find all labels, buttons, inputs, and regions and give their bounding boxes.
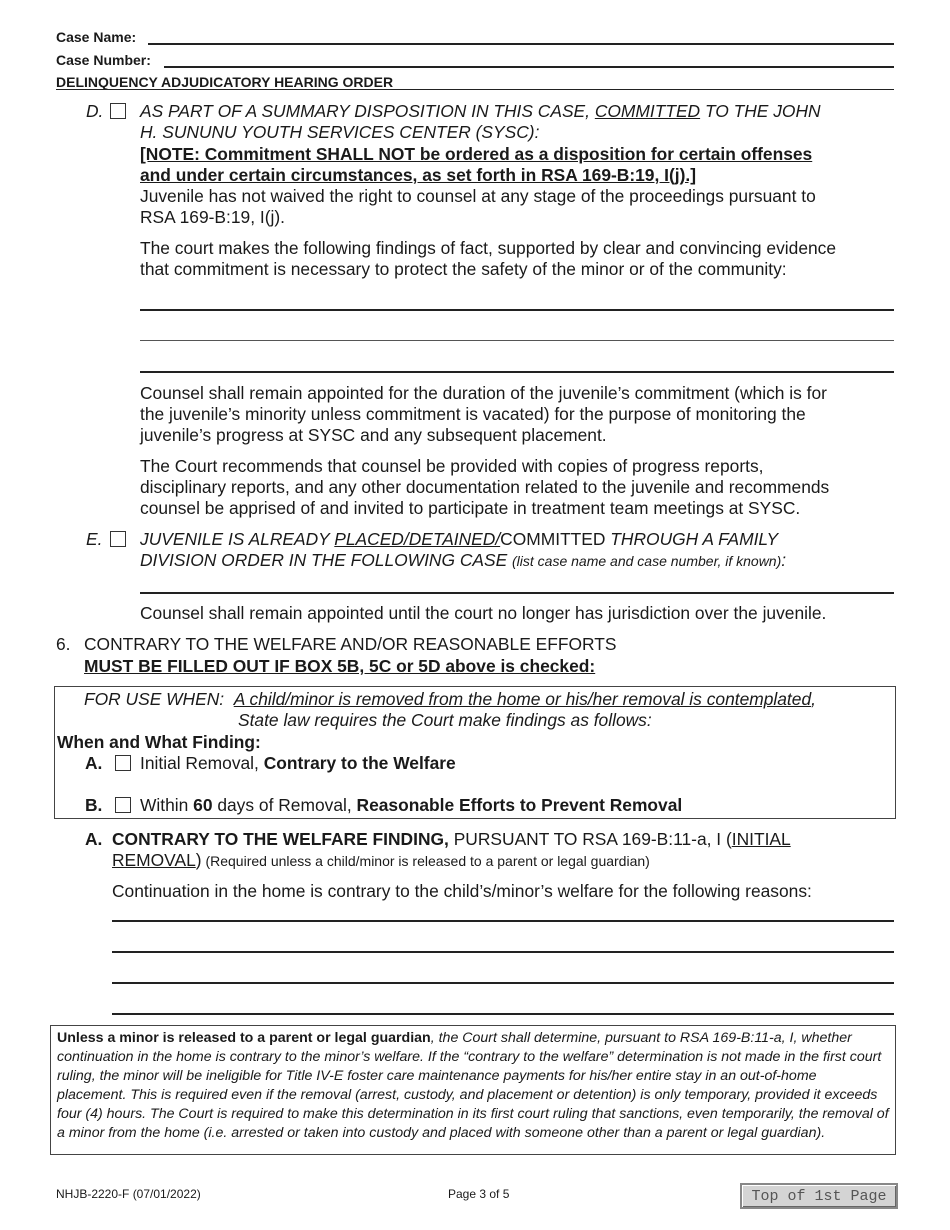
section-e-letter: E. xyxy=(86,529,103,549)
option-b-checkbox[interactable] xyxy=(115,797,131,813)
section-e-line1: JUVENILE IS ALREADY PLACED/DETAINED/COMMITTED THROUGH A FAMILY xyxy=(140,529,779,549)
option-a-letter: A. xyxy=(85,753,103,773)
section-e-checkbox[interactable] xyxy=(110,531,126,547)
case-name-label: Case Name: xyxy=(56,29,137,45)
notice-bold: Unless a minor is released to a parent or legal guardian xyxy=(57,1030,431,1046)
reasons-line-3[interactable] xyxy=(112,982,894,984)
option-b-letter: B. xyxy=(85,795,103,815)
section-6-number: 6. xyxy=(56,634,71,654)
case-number-field[interactable] xyxy=(164,66,894,68)
form-title: DELINQUENCY ADJUDICATORY HEARING ORDER xyxy=(56,74,394,90)
option-b-text: Within 60 days of Removal, Reasonable Efforts to Prevent Removal xyxy=(140,795,683,815)
reasons-line-2[interactable] xyxy=(112,951,894,953)
section-d-recommend-line1: The Court recommends that counsel be provided with copies of progress reports, xyxy=(140,456,764,476)
section-d-findings-line2: that commitment is necessary to protect the safety of the minor or of the community: xyxy=(140,259,787,279)
when-what-label: When and What Finding: xyxy=(57,732,261,752)
finding-a-title: CONTRARY TO THE WELFARE FINDING, PURSUANT TO RSA 169-B:11-a, I (INITIAL xyxy=(112,829,791,849)
findings-line-3[interactable] xyxy=(140,371,894,373)
section-d-checkbox[interactable] xyxy=(110,103,126,119)
section-6-title: CONTRARY TO THE WELFARE AND/OR REASONABLE EFFORTS xyxy=(84,634,617,654)
for-use-line1: FOR USE WHEN: A child/minor is removed from the home or his/her removal is contemplated, xyxy=(84,689,816,709)
section-d-counsel-line1: Counsel shall remain appointed for the duration of the juvenile’s commitment (which is for xyxy=(140,383,827,403)
for-use-line2: State law requires the Court make findings as follows: xyxy=(238,710,652,730)
notice-text: , the Court shall determine, pursuant to RSA 169-B:11-a, I, whether continuation in the home is contrary to the minor’s welfare. If the “contrary to the welfare” determination is not made in the first court ruling, the minor will be ineligible for Title IV-E foster care maintenance payments for his/her entire stay in an out-of-home placement. This is required even if the removal (arrest, custody, and placement or detention) is only temporary, provided it exceeds four (4) hours. The Court is required to make this determination in its first court ruling that sanctions, even temporarily, the removal of a minor from the home (i.e. arrested or taken into custody and placed with someone other than a parent or legal guardian). xyxy=(57,1030,889,1141)
option-a-checkbox[interactable] xyxy=(115,755,131,771)
section-d-recommend-line3: counsel be apprised of and invited to participate in treatment team meetings at SYSC. xyxy=(140,498,801,518)
reasons-line-4[interactable] xyxy=(112,1013,894,1015)
section-e-case-field[interactable] xyxy=(140,592,894,594)
option-a-text: Initial Removal, Contrary to the Welfare xyxy=(140,753,456,773)
section-d-counsel-line2: the juvenile’s minority unless commitment is vacated) for the purpose of monitoring the xyxy=(140,404,806,424)
section-d-waived-line1: Juvenile has not waived the right to counsel at any stage of the proceedings pursuant to xyxy=(140,186,816,206)
section-d-title-line1: AS PART OF A SUMMARY DISPOSITION IN THIS CASE, COMMITTED TO THE JOHN xyxy=(140,101,821,121)
finding-a-letter: A. xyxy=(85,829,103,849)
case-number-label: Case Number: xyxy=(56,52,151,68)
section-e-line2: DIVISION ORDER IN THE FOLLOWING CASE (list case name and case number, if known): xyxy=(140,550,787,570)
form-id: NHJB-2220-F (07/01/2022) xyxy=(56,1187,201,1201)
section-6-subtitle: MUST BE FILLED OUT IF BOX 5B, 5C or 5D above is checked: xyxy=(84,656,596,676)
section-d-note-line1: [NOTE: Commitment SHALL NOT be ordered as a disposition for certain offenses xyxy=(140,144,813,164)
case-name-field[interactable] xyxy=(148,43,894,45)
section-d-recommend-line2: disciplinary reports, and any other documentation related to the juvenile and recommends xyxy=(140,477,830,497)
section-d-counsel-line3: juvenile’s progress at SYSC and any subsequent placement. xyxy=(140,425,607,445)
header-divider xyxy=(56,89,894,90)
reasons-line-1[interactable] xyxy=(112,920,894,922)
section-d-findings-line1: The court makes the following findings of fact, supported by clear and convincing evidence xyxy=(140,238,837,258)
page-number: Page 3 of 5 xyxy=(448,1187,510,1201)
section-e-counsel: Counsel shall remain appointed until the court no longer has jurisdiction over the juvenile. xyxy=(140,603,827,623)
section-d-waived-line2: RSA 169-B:19, I(j). xyxy=(140,207,285,227)
finding-a-subtitle: REMOVAL) (Required unless a child/minor is released to a parent or legal guardian) xyxy=(112,850,650,870)
finding-a-continuation: Continuation in the home is contrary to the child’s/minor’s welfare for the following reasons: xyxy=(112,881,812,901)
section-d-note-line2: and under certain circumstances, as set forth in RSA 169-B:19, I(j).] xyxy=(140,165,697,185)
top-of-first-page-button[interactable]: Top of 1st Page xyxy=(740,1183,898,1209)
findings-line-2[interactable] xyxy=(140,340,894,341)
findings-line-1[interactable] xyxy=(140,309,894,311)
section-d-title-line2: H. SUNUNU YOUTH SERVICES CENTER (SYSC): xyxy=(140,122,540,142)
section-d-letter: D. xyxy=(86,101,104,121)
notice-box xyxy=(50,1025,896,1155)
